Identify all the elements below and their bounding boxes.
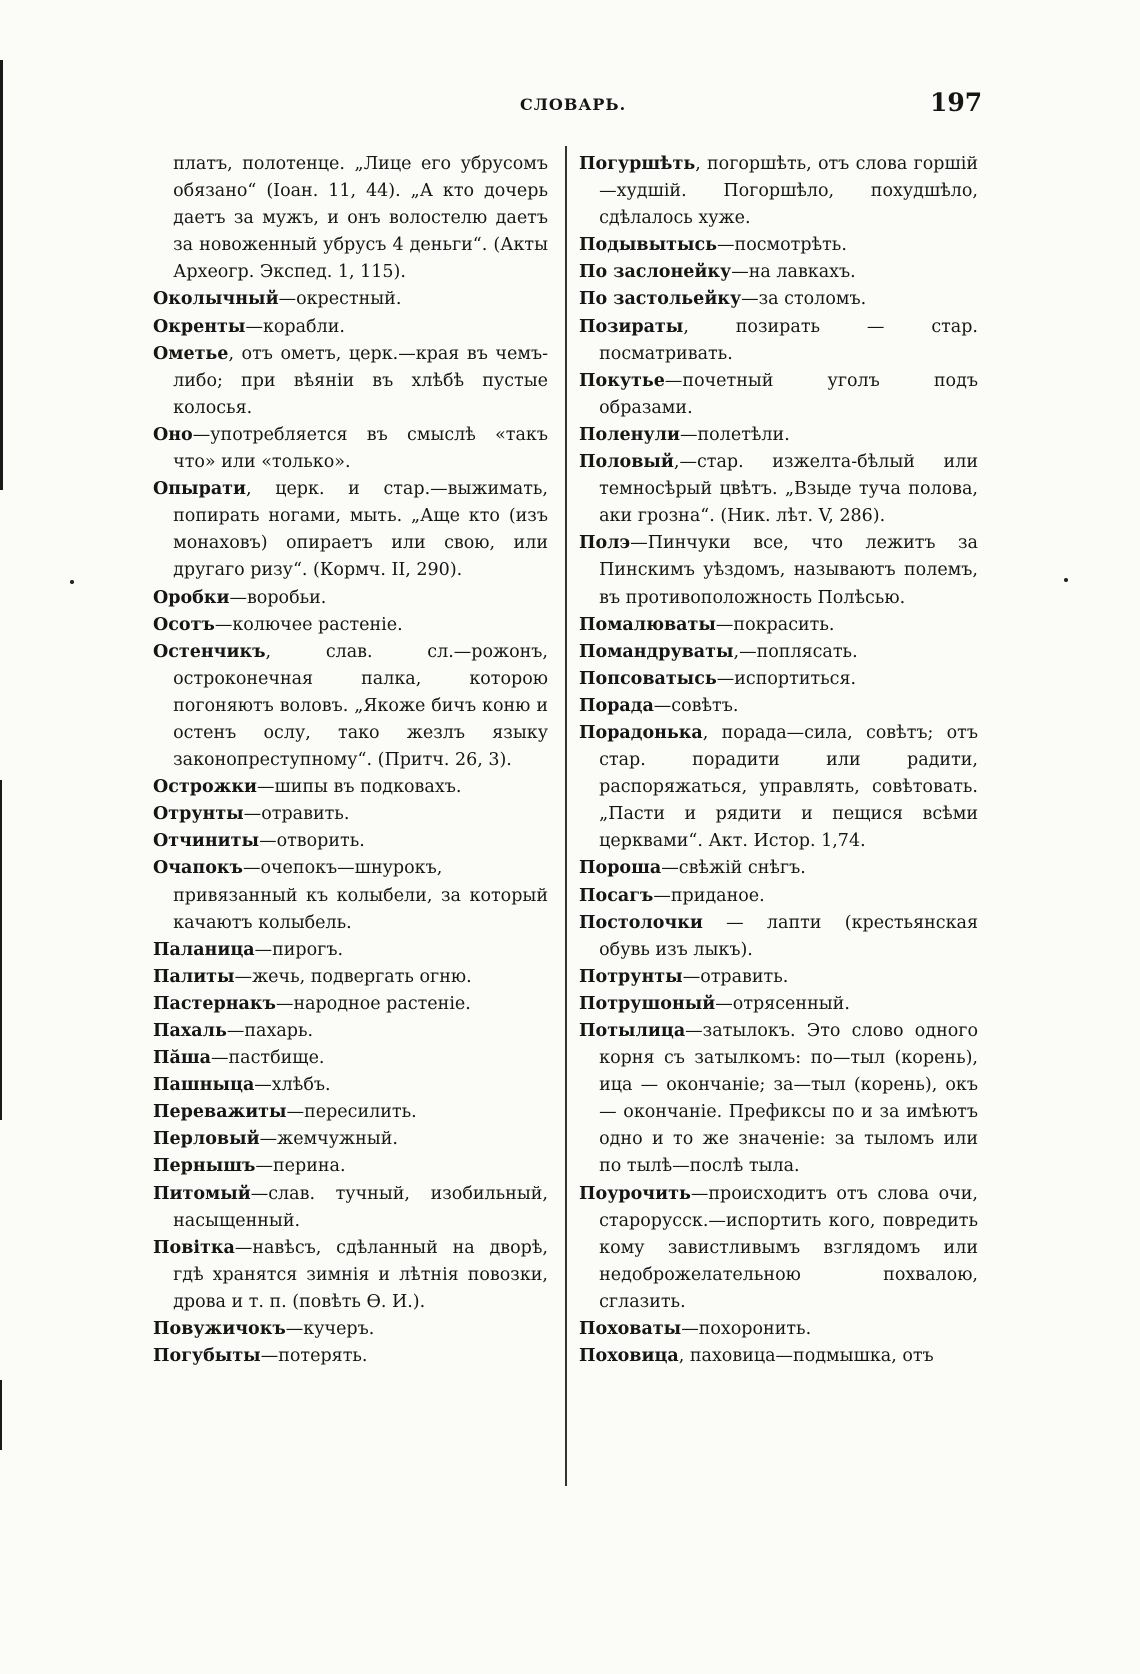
entry-definition: —корабли.: [245, 316, 345, 337]
dictionary-entry: [579, 666, 978, 693]
dictionary-entry: [579, 368, 978, 422]
dictionary-entry: [153, 286, 548, 313]
entry-definition: —кучеръ.: [285, 1319, 375, 1340]
entry-headword: Потрушоный: [579, 993, 716, 1014]
running-head: СЛОВАРЬ.: [520, 95, 627, 114]
column-divider: [565, 146, 567, 1486]
entry-headword: Поурочить: [579, 1183, 691, 1204]
entry-definition: , слав. сл.—рожонъ, остроконечная палка, которою погоняютъ воловъ. „Якоже бичъ коню и остенъ ослу, тако жезлъ языку законопреступному“. (Притч. 26, 3).: [173, 641, 548, 771]
entry-headword: Перловый: [153, 1129, 260, 1150]
left-entry-list: [153, 286, 548, 1370]
entry-headword: Потылица: [579, 1021, 686, 1041]
dictionary-entry: [153, 1153, 548, 1180]
entry-definition: —слав. тучный, изобильный, насыщенный.: [173, 1183, 548, 1231]
entry-definition: , позирать — стар. посматривать.: [599, 316, 978, 364]
dictionary-entry: [153, 1072, 548, 1099]
dictionary-entry: [579, 883, 978, 910]
entry-definition: —затылокъ. Это слово одного корня съ затылкомъ: по—тыл (корень), ица — окончаніе; за—тыл (корень), окъ — окончаніе. Префиксы по и за имѣютъ одно и то же значеніе: за тыломъ или по тылѣ—послѣ тыла.: [599, 1021, 978, 1177]
dictionary-entry: [579, 693, 978, 720]
entry-headword: Порадонька: [579, 722, 703, 743]
entry-definition: —отворить.: [259, 831, 365, 852]
entry-headword: По застольейку: [579, 289, 742, 310]
entry-definition: —за столомъ.: [741, 289, 867, 310]
entry-headword: Опырати: [153, 479, 246, 500]
entry-headword: Оно: [153, 424, 193, 445]
entry-headword: Постолочки: [579, 912, 703, 933]
entry-headword: Половый: [579, 452, 674, 473]
entry-headword: Околычный: [153, 289, 279, 310]
entry-definition: —хлѣбъ.: [254, 1075, 331, 1096]
entry-definition: —отрясенный.: [715, 993, 850, 1014]
dictionary-entry-continuation: [153, 151, 548, 286]
dictionary-entry: [579, 259, 978, 286]
entry-definition: —испортиться.: [716, 668, 857, 689]
entry-definition: , погоршѣть, отъ слова горшій—худшій. Погоршѣло, похудшѣло, сдѣлалось хуже.: [599, 154, 978, 229]
entry-headword: Полэ: [579, 533, 631, 554]
page-binding-edge: [0, 1380, 2, 1450]
entry-headword: Повітка: [153, 1237, 235, 1258]
dictionary-entry: [153, 1235, 548, 1316]
entry-definition: —полетѣли.: [680, 424, 790, 445]
entry-headword: Окренты: [153, 316, 246, 337]
entry-definition: —навѣсъ, сдѣланный на дворѣ, гдѣ хранятся зимнія и лѣтнія повозки, дрова и т. п. (повѣть Ѳ. И.).: [173, 1237, 548, 1312]
dictionary-entry: [153, 1045, 548, 1072]
entry-definition: , отъ ометъ, церк.—края въ чемъ-либо; при вѣяніи въ хлѣбѣ пустые колосья.: [173, 343, 548, 418]
entry-definition: —почетный уголъ подъ образами.: [599, 370, 978, 418]
entry-definition: —жечь, подвергать огню.: [234, 966, 472, 987]
entry-headword: Отрунты: [153, 804, 244, 825]
entry-headword: Потрунты: [579, 966, 683, 987]
dictionary-entry: [153, 937, 548, 964]
entry-headword: Питомый: [153, 1183, 251, 1204]
dictionary-entry: [579, 314, 978, 368]
left-column: [153, 151, 548, 1481]
dictionary-entry: [153, 1181, 548, 1235]
entry-headword: Погубыты: [153, 1346, 261, 1367]
entry-definition: —совѣтъ.: [653, 695, 739, 716]
dictionary-entry: [153, 1099, 548, 1126]
entry-continuation-text: платъ, полотенце. „Лице его убрусомъ обязано“ (Іоан. 11, 44). „А кто дочерь даетъ за мужъ, и онъ волостелю даетъ за новоженный убрусъ 4 деньги“. (Акты Археогр. Экспед. 1, 115).: [173, 154, 548, 283]
dictionary-entry: [153, 801, 548, 828]
entry-headword: Пăша: [153, 1048, 212, 1069]
entry-definition: , порада—сила, совѣтъ; отъ стар. порадити или радити, распоряжаться, управлять, совѣтовать. „Пасти и рядити и пещися всѣми церквами“. Акт. Истор. 1,74.: [599, 722, 978, 852]
entry-definition: —колючее растеніе.: [214, 614, 403, 635]
entry-headword: Остенчикъ: [153, 641, 266, 662]
entry-headword: Пахаль: [153, 1021, 227, 1041]
dictionary-entry: [153, 1316, 548, 1343]
entry-headword: Повужичокъ: [153, 1319, 286, 1340]
dictionary-entry: [153, 774, 548, 801]
dictionary-entry: [153, 341, 548, 422]
dictionary-entry: [153, 422, 548, 476]
entry-definition: —пастбище.: [211, 1048, 325, 1069]
entry-definition: —свѣжій снѣгъ.: [661, 858, 806, 879]
entry-definition: —перина.: [255, 1156, 346, 1177]
dictionary-entry: [153, 855, 548, 936]
entry-headword: Пороша: [579, 858, 662, 879]
entry-headword: Позираты: [579, 316, 684, 337]
dictionary-entry: [153, 314, 548, 341]
entry-definition: —жемчужный.: [259, 1129, 398, 1150]
entry-definition: —народное растеніе.: [275, 993, 471, 1014]
entry-headword: Очапокъ: [153, 858, 243, 879]
dictionary-entry: [153, 612, 548, 639]
dictionary-entry: [579, 530, 978, 611]
entry-headword: Осотъ: [153, 614, 215, 635]
entry-definition: —очепокъ—шнурокъ, привязанный къ колыбели, за который качаютъ колыбель.: [173, 858, 548, 933]
entry-definition: —воробьи.: [229, 587, 327, 608]
page-binding-edge: [0, 60, 3, 490]
page-number: 197: [930, 88, 983, 117]
dictionary-entry: [579, 151, 978, 232]
entry-headword: Порада: [579, 695, 654, 716]
dictionary-entry: [579, 612, 978, 639]
entry-definition: —пирогъ.: [254, 939, 344, 960]
entry-headword: Подывытысь: [579, 235, 718, 256]
entry-definition: —Пинчуки все, что лежитъ за Пинскимъ уѣздомъ, называютъ полемъ, въ противоположность Полѣсью.: [599, 533, 978, 608]
entry-definition: —пахарь.: [226, 1021, 314, 1041]
entry-definition: —похоронить.: [681, 1319, 812, 1340]
dictionary-entry: [153, 585, 548, 612]
entry-definition: —употребляется въ смыслѣ «такъ что» или «только».: [173, 424, 548, 473]
dictionary-entry: [579, 1181, 978, 1316]
entry-definition: —происходитъ отъ слова очи, старорусск.—испортить кого, повредить кому завистливымъ взглядомъ или недоброжелательною похвалою, сглазить.: [599, 1183, 978, 1312]
entry-definition: —пересилить.: [286, 1102, 417, 1123]
entry-definition: —окрестный.: [278, 289, 402, 310]
dictionary-entry: [579, 1018, 978, 1181]
entry-definition: ,—поплясать.: [733, 641, 858, 662]
dictionary-entry: [153, 828, 548, 855]
page-binding-edge: [0, 780, 2, 1120]
dictionary-entry: [579, 991, 978, 1018]
dictionary-entry: [579, 855, 978, 882]
entry-definition: —отравить.: [243, 804, 350, 825]
dictionary-entry: [153, 964, 548, 991]
entry-definition: — лапти (крестьянская обувь изъ лыкъ).: [599, 912, 978, 960]
entry-headword: Пернышъ: [153, 1156, 256, 1177]
entry-headword: Помалюваты: [579, 614, 716, 635]
dictionary-entry: [153, 1343, 548, 1370]
entry-headword: Помандруваты: [579, 641, 734, 662]
entry-definition: —покрасить.: [715, 614, 835, 635]
entry-definition: ,—стар. изжелта-бѣлый или темносѣрый цвѣтъ. „Взыде туча полова, аки грозна“. (Ник. лѣт. V, 286).: [599, 452, 978, 527]
entry-headword: Поховаты: [579, 1319, 682, 1340]
dictionary-entry: [579, 639, 978, 666]
entry-definition: , церк. и стар.—выжимать, попирать ногами, мыть. „Аще кто (изъ монаховъ) опираетъ или свою, или другаго ризу“. (Кормч. II, 290).: [173, 479, 548, 581]
entry-headword: Попсоватысь: [579, 668, 717, 689]
entry-definition: —отравить.: [682, 966, 789, 987]
entry-definition: —на лавкахъ.: [731, 262, 856, 283]
entry-headword: Отчиниты: [153, 831, 260, 852]
dictionary-entry: [153, 639, 548, 774]
dictionary-entry: [579, 232, 978, 259]
entry-headword: Поленули: [579, 424, 681, 445]
dictionary-entry: [153, 1018, 548, 1045]
dictionary-entry: [579, 1316, 978, 1343]
entry-headword: Оробки: [153, 587, 230, 608]
entry-headword: Посагъ: [579, 885, 654, 906]
entry-headword: Пашныца: [153, 1075, 255, 1096]
dictionary-entry: [579, 1343, 978, 1370]
dictionary-entry: [579, 449, 978, 530]
right-column: [579, 151, 978, 1481]
entry-definition: —потерять.: [260, 1346, 368, 1367]
entry-headword: Покутье: [579, 370, 665, 391]
dictionary-entry: [579, 964, 978, 991]
ink-speck: [70, 580, 74, 584]
dictionary-entry: [153, 1126, 548, 1153]
entry-definition: , паховица—подмышка, отъ: [678, 1346, 934, 1367]
entry-headword: Поховица: [579, 1346, 679, 1367]
entry-headword: Погуршѣть: [579, 154, 696, 174]
entry-headword: Переважиты: [153, 1102, 287, 1123]
entry-definition: —шипы въ подковахъ.: [256, 777, 462, 798]
dictionary-entry: [153, 991, 548, 1018]
entry-headword: Палиты: [153, 966, 235, 987]
dictionary-entry: [579, 422, 978, 449]
entry-headword: Острожки: [153, 777, 257, 798]
entry-headword: Ометье: [153, 343, 229, 364]
dictionary-entry: [579, 286, 978, 313]
dictionary-entry: [579, 720, 978, 855]
entry-definition: —посмотрѣть.: [717, 235, 847, 256]
right-entry-list: [579, 151, 978, 1370]
entry-definition: —приданое.: [653, 885, 765, 906]
dictionary-entry: [579, 910, 978, 964]
ink-speck: [1064, 578, 1068, 582]
entry-headword: Пастернакъ: [153, 993, 276, 1014]
dictionary-entry: [153, 476, 548, 584]
entry-headword: По заслонейку: [579, 262, 732, 283]
entry-headword: Паланица: [153, 939, 255, 960]
